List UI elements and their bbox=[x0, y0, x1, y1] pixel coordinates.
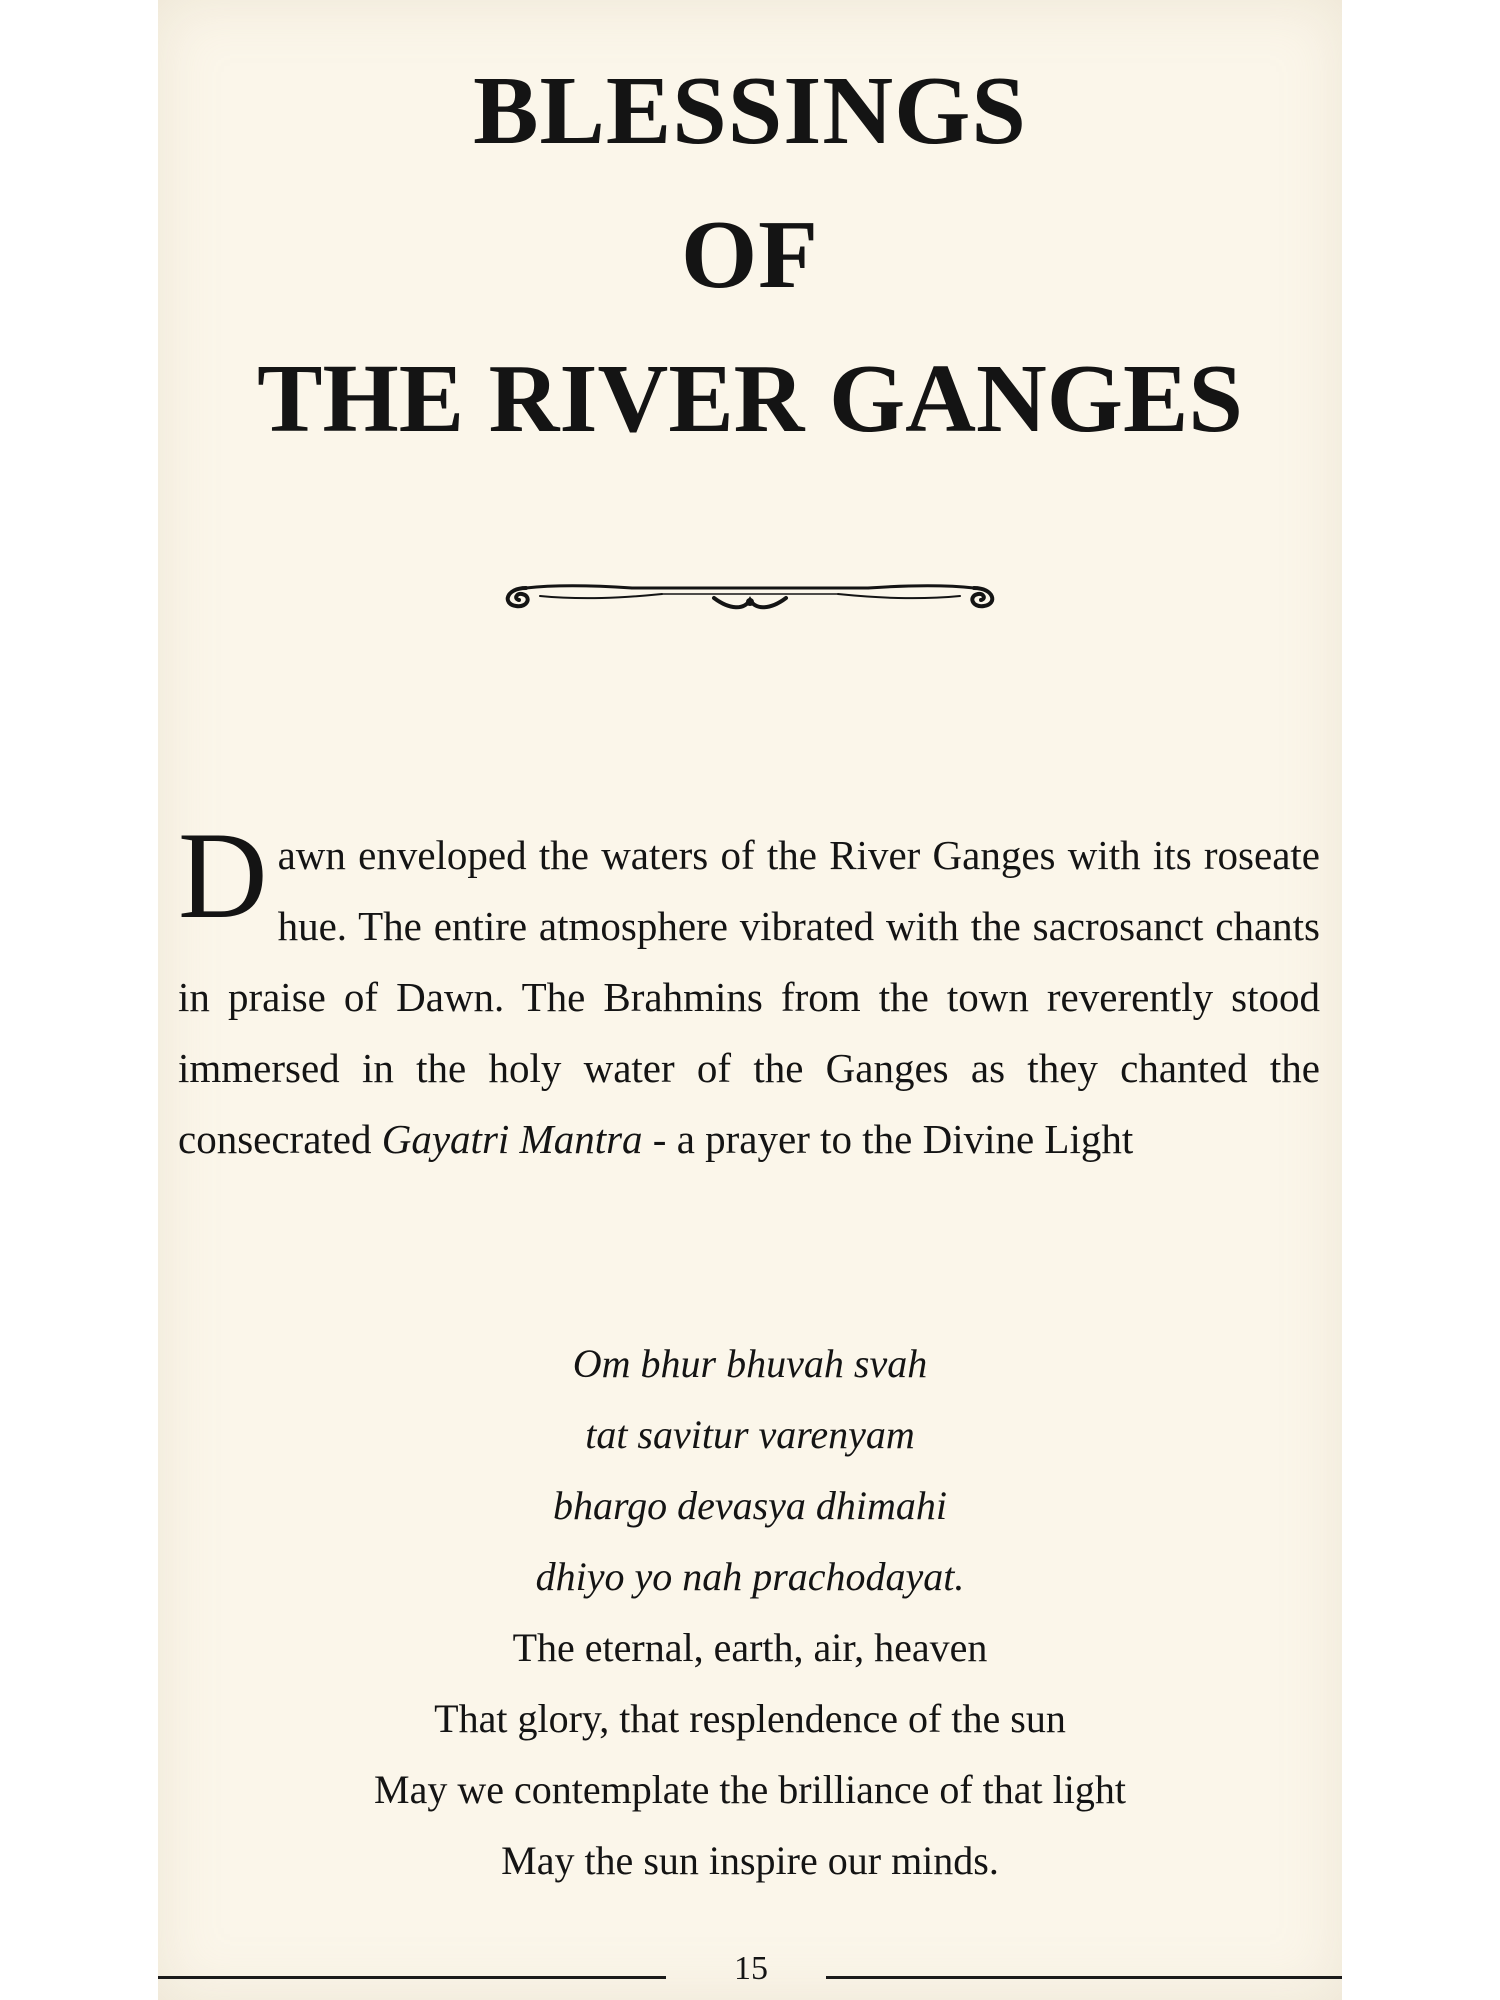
paragraph-text: awn enveloped the waters of the River Ganges with its roseate hue. The entire atmosphere vibrated with the sacrosanct chants in praise of Dawn. The Brahmins from the town reverently stood immersed in the holy water of the Ganges as they chanted the consecrated bbox=[178, 832, 1320, 1162]
page-number: 15 bbox=[734, 1950, 768, 1987]
translation-line-3: May we contemplate the brilliance of that light bbox=[374, 1767, 1126, 1812]
mantra-line-2: tat savitur varenyam bbox=[585, 1412, 915, 1457]
chapter-title-line-2: OF bbox=[680, 201, 820, 309]
translation-line-4: May the sun inspire our minds. bbox=[501, 1838, 999, 1883]
opening-paragraph bbox=[178, 807, 1320, 1175]
footer-rule-right bbox=[826, 1976, 1342, 1979]
mantra-line-1: Om bhur bhuvah svah bbox=[572, 1341, 928, 1386]
book-page bbox=[158, 0, 1342, 2000]
translation-line-1: The eternal, earth, air, heaven bbox=[512, 1625, 988, 1670]
chapter-title-line-1: BLESSINGS bbox=[473, 57, 1027, 165]
scroll-ornament-icon bbox=[492, 566, 1008, 616]
chapter-title-line-3: THE RIVER GANGES bbox=[257, 345, 1243, 453]
mantra-line-4: dhiyo yo nah prachodayat. bbox=[535, 1554, 965, 1599]
footer-rule-left bbox=[158, 1976, 666, 1979]
paragraph-text-end: - a prayer to the Divine Light bbox=[642, 1116, 1134, 1162]
mantra-line-3: bhargo devasya dhimahi bbox=[552, 1483, 948, 1528]
drop-cap-letter: D bbox=[178, 807, 268, 944]
mantra-name-italic: Gayatri Mantra bbox=[381, 1116, 643, 1162]
translation-line-2: That glory, that resplendence of the sun bbox=[434, 1696, 1066, 1741]
